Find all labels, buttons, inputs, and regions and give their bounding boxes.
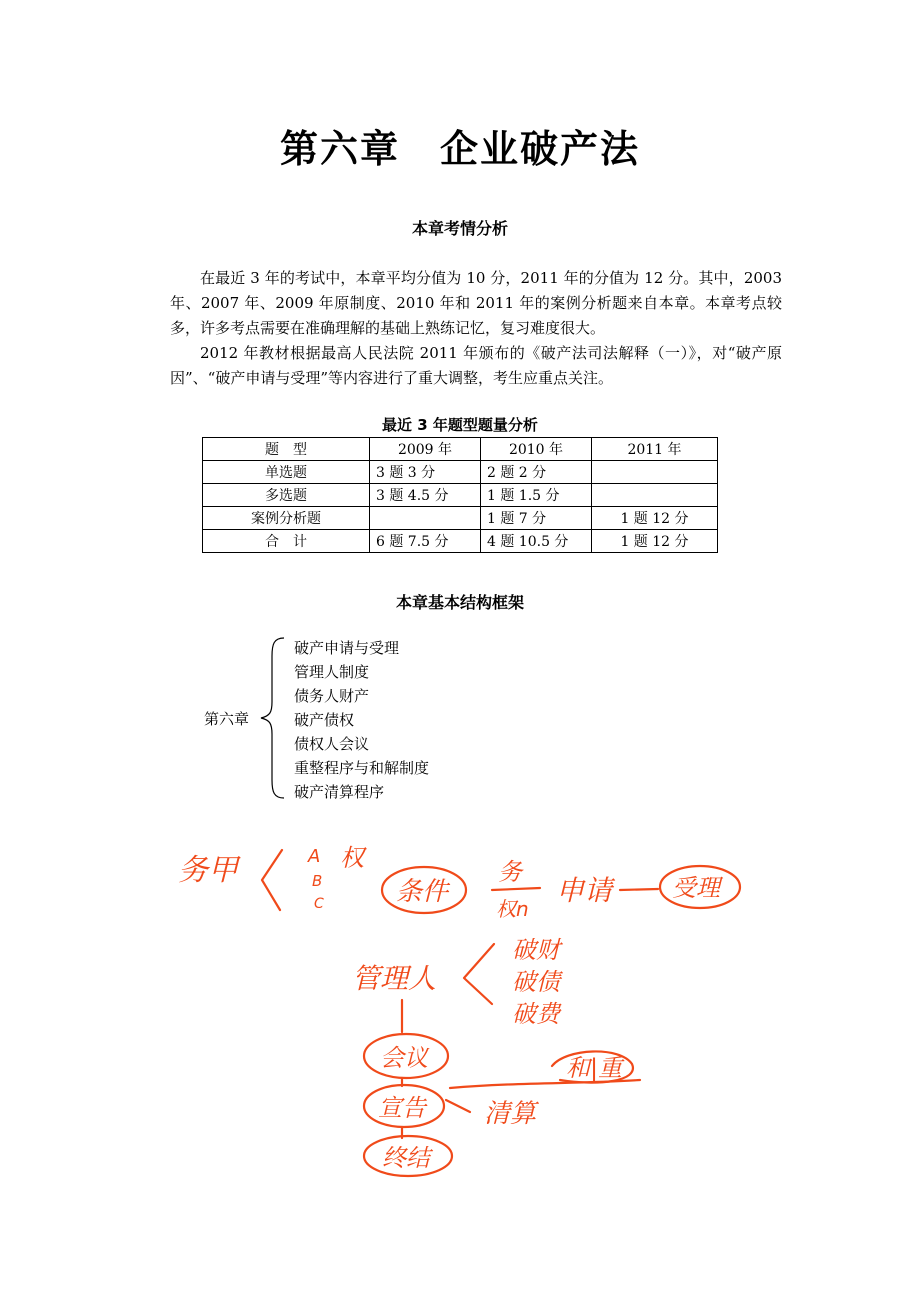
analysis-heading: 本章考情分析 (411, 219, 508, 238)
outline-brace-icon (258, 636, 288, 800)
table-cell: 2 题 2 分 (481, 461, 592, 484)
hw-fraction-bottom: 权n (496, 897, 529, 921)
table-cell: 3 题 3 分 (370, 461, 481, 484)
table-header-cell: 2009 年 (370, 438, 481, 461)
hw-application: 申请 (556, 874, 613, 907)
table-row (203, 484, 718, 507)
hw-rights: 权 (340, 844, 364, 872)
outline-item: 破产清算程序 (294, 783, 385, 801)
table-cell (370, 507, 481, 530)
table-row (203, 530, 718, 553)
table-caption: 最近 3 年题型题量分析 (382, 416, 538, 434)
table-cell (592, 461, 718, 484)
hw-admin-item: 破债 (512, 968, 560, 996)
hw-option-b: B (312, 872, 323, 890)
table-header-cell: 2010 年 (481, 438, 592, 461)
hw-administrator: 管理人 (352, 962, 437, 995)
hw-option-c: C (314, 896, 324, 912)
table-header-cell: 2011 年 (592, 438, 718, 461)
hw-admin-item: 破财 (512, 936, 560, 964)
table-cell: 案例分析题 (203, 507, 370, 530)
hw-acceptance: 受理 (672, 874, 720, 902)
hw-connector (446, 1100, 470, 1112)
outline-item: 破产债权 (294, 711, 355, 729)
hw-termination: 终结 (382, 1144, 430, 1172)
hw-reorganization: 和|重 (566, 1054, 623, 1082)
question-stats-table (202, 437, 718, 553)
hw-bracket (464, 944, 494, 1004)
hw-debtor-label: 务甲 (178, 853, 238, 888)
hw-fraction-top: 务 (498, 858, 522, 886)
table-cell: 1 题 7 分 (481, 507, 592, 530)
hw-meeting: 会议 (380, 1044, 428, 1072)
outline-item: 债权人会议 (294, 735, 370, 753)
table-header-row (203, 438, 718, 461)
table-cell: 4 题 10.5 分 (481, 530, 592, 553)
chapter-title: 第六章 企业破产法 (279, 127, 640, 171)
handwritten-annotations (0, 820, 920, 1180)
table-cell: 单选题 (203, 461, 370, 484)
analysis-paragraph-2: 2012 年教材根据最高人民法院 2011 年颁布的《破产法司法解释（一）》，对“破产原因”、“破产申请与受理”等内容进行了重大调整，考生应重点关注。 (170, 344, 782, 387)
hw-declaration: 宣告 (378, 1094, 426, 1122)
table-cell (592, 484, 718, 507)
table-cell: 1 题 1.5 分 (481, 484, 592, 507)
outline-item: 债务人财产 (294, 687, 370, 705)
table-cell: 1 题 12 分 (592, 530, 718, 553)
table-cell: 1 题 12 分 (592, 507, 718, 530)
hw-bracket (262, 850, 282, 910)
outline-item: 破产申请与受理 (294, 639, 400, 657)
outline-chapter-label: 第六章 (204, 710, 250, 728)
table-cell: 多选题 (203, 484, 370, 507)
outline-item: 重整程序与和解制度 (294, 759, 430, 777)
table-header-cell: 题 型 (203, 438, 370, 461)
outline-item: 管理人制度 (294, 663, 370, 681)
table-row (203, 461, 718, 484)
table-cell: 6 题 7.5 分 (370, 530, 481, 553)
hw-condition: 条件 (396, 877, 449, 907)
hw-liquidation: 清算 (484, 1099, 537, 1129)
hw-admin-item: 破费 (512, 1000, 560, 1028)
hw-option-a: A (308, 846, 321, 867)
hw-fraction-line (492, 888, 540, 890)
structure-heading: 本章基本结构框架 (395, 593, 524, 612)
hw-dash (620, 889, 658, 890)
table-cell: 合 计 (203, 530, 370, 553)
analysis-paragraph-1: 在最近 3 年的考试中，本章平均分值为 10 分，2011 年的分值为 12 分。其中，2003 年、2007 年、2009 年原制度、2010 年和 2011 年的案例分析题来自本章。本章考点较多，许多考点需要在准确理解的基础上熟练记忆，复习难度很大。 (170, 269, 782, 337)
table-cell: 3 题 4.5 分 (370, 484, 481, 507)
table-row (203, 507, 718, 530)
